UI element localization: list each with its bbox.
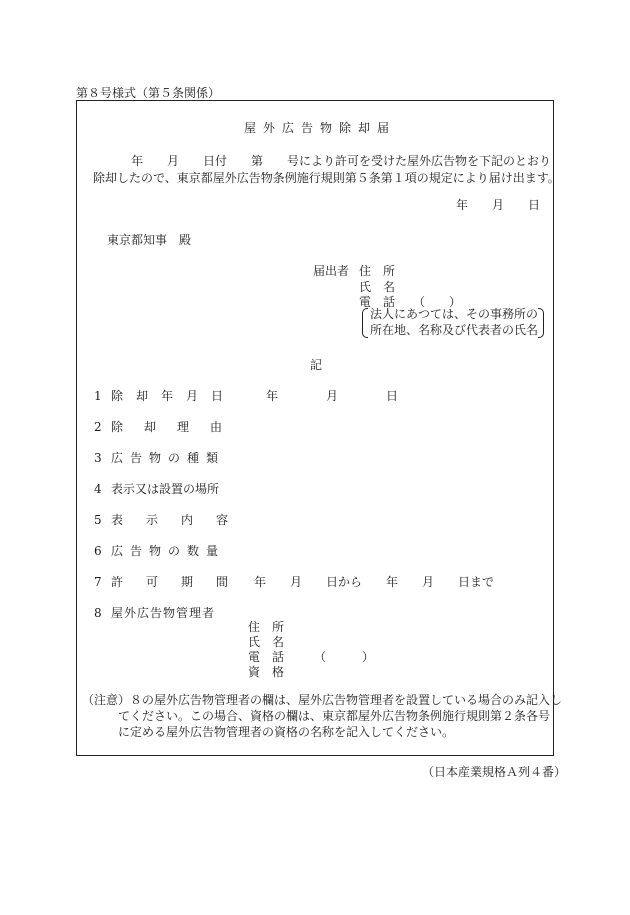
item-2-no: 2: [94, 420, 102, 434]
item-7-value: 年 月 日から 年 月 日まで: [254, 575, 495, 589]
applicant-phone-label: 電 話 （ ）: [359, 295, 462, 309]
applicant-label: 届出者: [313, 264, 350, 278]
item-3-label: 広告物の種類: [111, 451, 226, 465]
corporate-note-line-2: 所在地、名称及び代表者の氏名: [370, 323, 539, 337]
item-7-label: 許可期間: [111, 575, 252, 589]
item-8-label: 屋外広告物管理者: [111, 606, 216, 620]
paper-size-note: （日本産業規格Ａ列４番）: [422, 765, 567, 779]
right-bracket: [538, 308, 544, 338]
ki-heading: 記: [310, 358, 323, 372]
form-title: 屋外広告物除却届: [244, 121, 397, 135]
corporate-note-line-1: 法人にあつては、その事務所の: [370, 307, 539, 321]
applicant-address-label: 住 所: [359, 264, 396, 278]
applicant-name-label: 氏 名: [359, 280, 396, 294]
submission-date: 年 月 日: [456, 198, 541, 212]
manager-phone-label: 電 話 （ ）: [248, 650, 375, 664]
item-8-no: 8: [94, 606, 102, 620]
manager-name-label: 氏 名: [248, 635, 285, 649]
manager-qualification-label: 資 格: [248, 665, 285, 679]
item-5-label: 表示内容: [111, 513, 252, 527]
item-4-no: 4: [94, 482, 102, 496]
intro-line-1: 年 月 日付 第 号により許可を受けた屋外広告物を下記のとおり: [131, 154, 552, 168]
item-6-label: 広告物の数量: [111, 544, 226, 558]
item-1-label: 除却年月日: [111, 389, 237, 403]
intro-line-2: 除却したので、東京都屋外広告物条例施行規則第５条第１項の規定により届け出ます。: [93, 171, 560, 185]
item-5-no: 5: [94, 513, 102, 527]
item-1-value: 年 月 日: [266, 389, 399, 403]
item-1-no: 1: [94, 389, 102, 403]
addressee: 東京都知事 殿: [107, 233, 192, 247]
note-label: （注意）: [82, 693, 131, 707]
note-line-1: ８の屋外広告物管理者の欄は、屋外広告物管理者を設置している場合のみ記入し: [130, 693, 563, 707]
item-6-no: 6: [94, 544, 102, 558]
item-7-no: 7: [94, 575, 102, 589]
item-3-no: 3: [94, 451, 102, 465]
note-line-2: てください。この場合、資格の欄は、東京都屋外広告物条例施行規則第２条各号: [118, 709, 551, 723]
manager-address-label: 住 所: [248, 620, 285, 634]
item-2-label: 除却理由: [111, 420, 244, 434]
note-line-3: に定める屋外広告物管理者の資格の名称を記入してください。: [118, 725, 455, 739]
item-4-label: 表示又は設置の場所: [111, 482, 220, 496]
left-bracket: [362, 308, 368, 338]
form-number: 第８号様式（第５条関係）: [76, 86, 221, 100]
